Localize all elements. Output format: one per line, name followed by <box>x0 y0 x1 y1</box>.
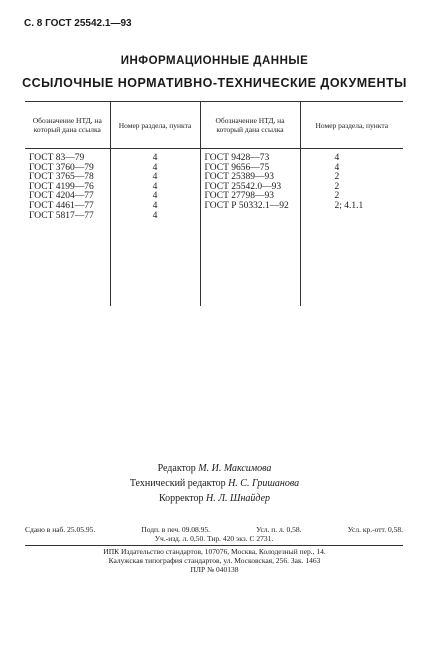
credit-role: Редактор <box>157 463 196 474</box>
list-item: 2; 4.1.1 <box>334 200 364 211</box>
publisher-line: ИПК Издательство стандартов, 107076, Москва, Колодезный пер., 14. <box>103 547 326 556</box>
section-title: ИНФОРМАЦИОННЫЕ ДАННЫЕ <box>120 55 309 67</box>
list-item: ГОСТ 25389—93 <box>204 172 274 183</box>
page-header: С. 8 ГОСТ 25542.1—93 <box>24 18 132 29</box>
credit-proofreader <box>0 491 429 506</box>
list-item: 4 <box>334 153 340 163</box>
header-section-right: Номер раздела, пункта <box>300 102 403 149</box>
imprint-color-prints: Усл. кр.-отт. 0,58. <box>347 525 403 534</box>
list-item: 4 <box>334 162 340 173</box>
list-item: ГОСТ 27798—93 <box>204 191 274 202</box>
header-section-left: Номер раздела, пункта <box>110 102 200 149</box>
credit-name: Н. Л. Шнайдер <box>206 493 271 504</box>
publisher-block <box>0 547 429 574</box>
imprint-line-2: Уч.-изд. л. 0,50. Тир. 420 экз. С 2731. <box>154 534 274 543</box>
list-item: 2 <box>334 172 340 183</box>
printer-line: Калужская типография стандартов, ул. Московская, 256. Зак. 1463 <box>108 556 321 565</box>
header-ntd-right: Обозначение НТД, на который дана ссылка <box>200 102 300 149</box>
left-refs-column <box>25 149 110 307</box>
list-item: ГОСТ 25542.0—93 <box>204 181 282 192</box>
imprint-typeset-date: Сдано в наб. 25.05.95. <box>25 525 96 534</box>
list-item: ГОСТ 5817—77 <box>29 210 94 221</box>
credit-editor <box>0 461 429 476</box>
list-item: ГОСТ 4199—76 <box>29 181 94 192</box>
list-item: ГОСТ 83—79 <box>29 153 85 163</box>
list-item: 4 <box>152 191 158 202</box>
license-line: ПЛР № 040138 <box>190 565 239 574</box>
list-item: ГОСТ 4204—77 <box>29 191 94 202</box>
credit-tech-editor <box>0 476 429 491</box>
list-item: 4 <box>152 181 158 192</box>
header-ntd-left: Обозначение НТД, на который дана ссылка <box>25 102 110 149</box>
right-refs-column <box>200 149 300 307</box>
list-item: ГОСТ 9428—73 <box>204 153 270 163</box>
list-item: 2 <box>334 191 340 202</box>
list-item: ГОСТ 4461—77 <box>29 200 94 211</box>
right-sections-column <box>300 149 403 307</box>
references-table <box>25 101 403 306</box>
credit-name: Н. С. Гришанова <box>228 478 300 489</box>
credit-role: Технический редактор <box>129 478 226 489</box>
list-item: 4 <box>152 172 158 183</box>
credit-name: М. И. Максимова <box>198 463 272 474</box>
imprint-block <box>25 525 403 543</box>
list-item: ГОСТ 3760—79 <box>29 162 94 173</box>
list-item: 4 <box>152 162 158 173</box>
table-body-row <box>25 149 403 307</box>
list-item: 2 <box>334 181 340 192</box>
list-item: ГОСТ Р 50332.1—92 <box>204 200 289 211</box>
list-item: 4 <box>152 210 158 221</box>
imprint-line-1 <box>25 525 403 534</box>
divider <box>25 545 403 546</box>
subsection-title: ССЫЛОЧНЫЕ НОРМАТИВНО-ТЕХНИЧЕСКИЕ ДОКУМЕНТЫ <box>22 76 407 90</box>
credit-role: Корректор <box>158 493 204 504</box>
imprint-print-sheets: Усл. п. л. 0,58. <box>256 525 302 534</box>
imprint-print-date: Подп. в печ. 09.08.95. <box>141 525 211 534</box>
table-header-row <box>25 102 403 149</box>
left-sections-column <box>110 149 200 307</box>
list-item: 4 <box>152 153 158 163</box>
credits-block <box>0 461 429 506</box>
list-item: ГОСТ 3765—78 <box>29 172 94 183</box>
list-item: ГОСТ 9656—75 <box>204 162 270 173</box>
list-item: 4 <box>152 200 158 211</box>
